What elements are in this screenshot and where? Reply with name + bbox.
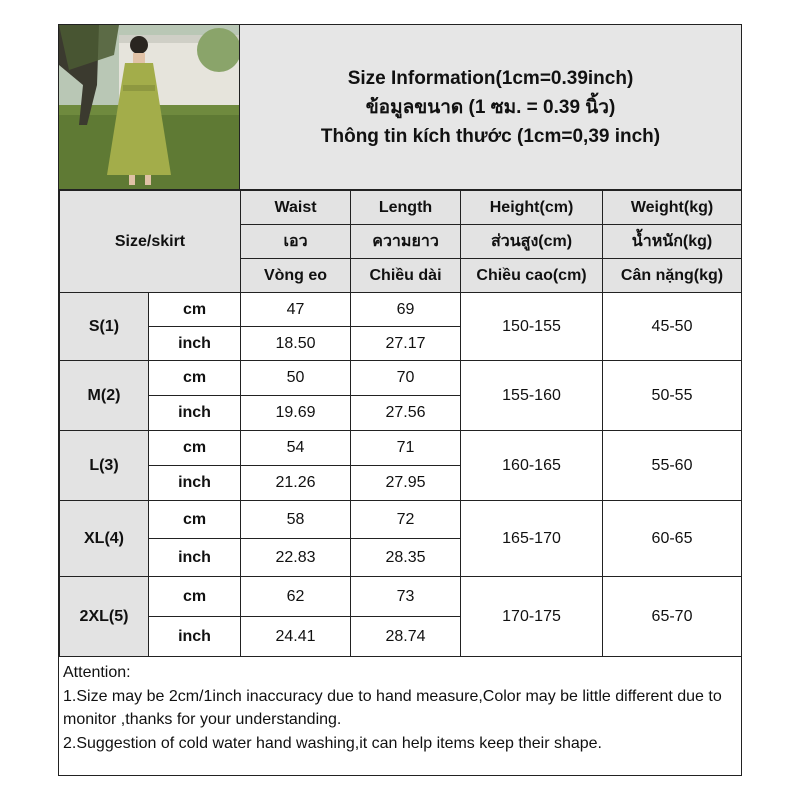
- table-row: [60, 293, 742, 327]
- title-english: Size Information(1cm=0.39inch): [347, 67, 634, 89]
- notes-heading: Attention:: [63, 664, 131, 681]
- header-waist-vi: Vòng eo: [241, 259, 351, 293]
- notes-line-2: 2.Suggestion of cold water hand washing,it can help items keep their shape.: [63, 734, 602, 752]
- length-inch: 28.74: [351, 617, 461, 657]
- table-row: [60, 431, 742, 466]
- size-label: XL(4): [60, 501, 149, 577]
- length-inch: 27.17: [351, 327, 461, 361]
- unit-inch: inch: [149, 327, 241, 361]
- header-row-en: [60, 191, 742, 225]
- weight-range: 55-60: [603, 431, 742, 501]
- waist-inch: 24.41: [241, 617, 351, 657]
- table-row: [60, 361, 742, 396]
- length-cm: 72: [351, 501, 461, 539]
- waist-inch: 18.50: [241, 327, 351, 361]
- size-chart: [58, 24, 742, 776]
- header-length-vi: Chiều dài: [351, 259, 461, 293]
- waist-cm: 58: [241, 501, 351, 539]
- length-inch: 27.95: [351, 466, 461, 501]
- unit-inch: inch: [149, 466, 241, 501]
- header-waist-en: Waist: [241, 191, 351, 225]
- unit-cm: cm: [149, 431, 241, 466]
- unit-cm: cm: [149, 577, 241, 617]
- waist-inch: 22.83: [241, 539, 351, 577]
- header-height-en: Height(cm): [461, 191, 603, 225]
- waist-cm: 62: [241, 577, 351, 617]
- header-weight-th: น้ำหนัก(kg): [603, 225, 742, 259]
- waist-inch: 21.26: [241, 466, 351, 501]
- weight-range: 60-65: [603, 501, 742, 577]
- height-range: 150-155: [461, 293, 603, 361]
- unit-cm: cm: [149, 501, 241, 539]
- header-height-th: ส่วนสูง(cm): [461, 225, 603, 259]
- attention-notes: [63, 661, 737, 755]
- height-range: 160-165: [461, 431, 603, 501]
- waist-cm: 47: [241, 293, 351, 327]
- length-inch: 28.35: [351, 539, 461, 577]
- length-cm: 70: [351, 361, 461, 396]
- unit-inch: inch: [149, 539, 241, 577]
- weight-range: 45-50: [603, 293, 742, 361]
- unit-cm: cm: [149, 293, 241, 327]
- length-cm: 69: [351, 293, 461, 327]
- header-length-th: ความยาว: [351, 225, 461, 259]
- size-label: S(1): [60, 293, 149, 361]
- size-label: 2XL(5): [60, 577, 149, 657]
- title-block: [240, 25, 741, 190]
- product-photo: [59, 25, 240, 190]
- size-label: L(3): [60, 431, 149, 501]
- height-range: 170-175: [461, 577, 603, 657]
- title-thai: ข้อมูลขนาด (1 ซม. = 0.39 นิ้ว): [365, 96, 616, 118]
- table-row: [60, 577, 742, 617]
- unit-inch: inch: [149, 396, 241, 431]
- header-weight-vi: Cân nặng(kg): [603, 259, 742, 293]
- notes-line-1: 1.Size may be 2cm/1inch inaccuracy due to hand measure,Color may be little different due to monitor ,thanks for your understanding.: [63, 687, 727, 728]
- waist-inch: 19.69: [241, 396, 351, 431]
- height-range: 165-170: [461, 501, 603, 577]
- length-inch: 27.56: [351, 396, 461, 431]
- header-weight-en: Weight(kg): [603, 191, 742, 225]
- length-cm: 73: [351, 577, 461, 617]
- unit-inch: inch: [149, 617, 241, 657]
- waist-cm: 54: [241, 431, 351, 466]
- header-waist-th: เอว: [241, 225, 351, 259]
- header-length-en: Length: [351, 191, 461, 225]
- weight-range: 65-70: [603, 577, 742, 657]
- table-row: [60, 501, 742, 539]
- unit-cm: cm: [149, 361, 241, 396]
- size-table: [59, 190, 742, 657]
- height-range: 155-160: [461, 361, 603, 431]
- dress-model-image: [59, 25, 240, 190]
- size-label: M(2): [60, 361, 149, 431]
- length-cm: 71: [351, 431, 461, 466]
- header-height-vi: Chiều cao(cm): [461, 259, 603, 293]
- weight-range: 50-55: [603, 361, 742, 431]
- title-vietnamese: Thông tin kích thước (1cm=0,39 inch): [320, 125, 661, 147]
- waist-cm: 50: [241, 361, 351, 396]
- corner-label: Size/skirt: [60, 191, 241, 293]
